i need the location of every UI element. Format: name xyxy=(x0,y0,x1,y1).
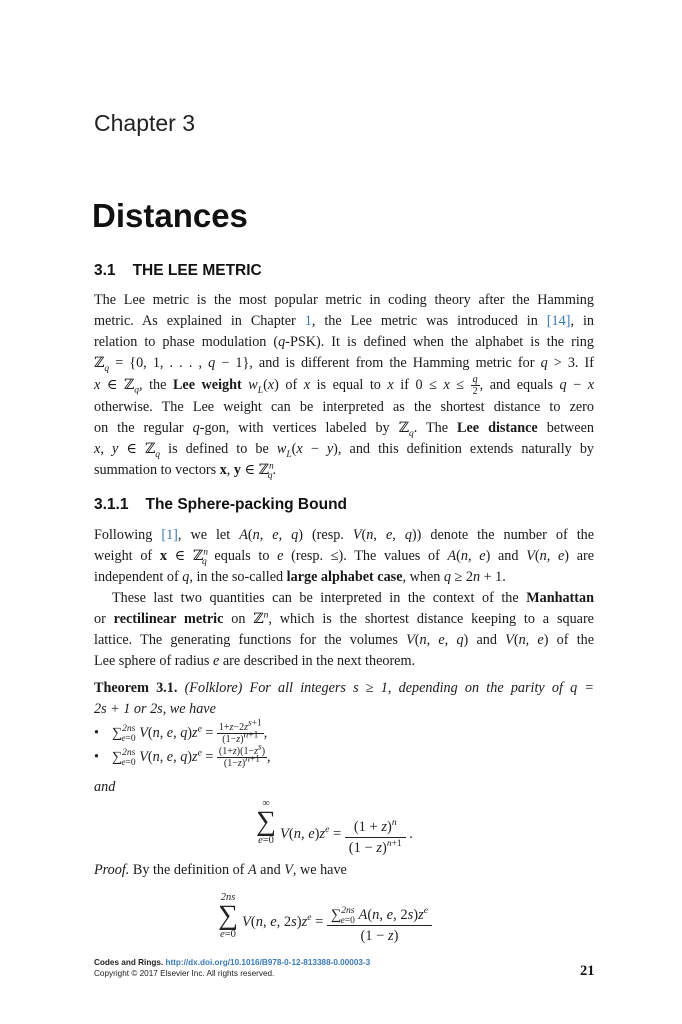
page-number: 21 xyxy=(580,963,595,979)
copyright: Copyright © 2017 Elsevier Inc. All rights reserved. xyxy=(94,969,275,978)
citation-link[interactable]: [1] xyxy=(161,527,178,543)
chapter-link[interactable]: 1 xyxy=(304,313,312,329)
subsection-heading xyxy=(94,496,347,514)
proof-label: Proof. xyxy=(94,862,130,878)
text-line: relation to phase modulation (q-PSK). It is defined when the alphabet is the ring xyxy=(94,334,594,350)
text-line: Proof. By the definition of A and V, we have xyxy=(94,862,347,878)
citation-link[interactable]: [14] xyxy=(546,313,571,329)
text-line: metric. As explained in Chapter 1, the Lee metric was introduced in [14], in xyxy=(94,313,594,329)
sphere-packing-paragraph xyxy=(94,525,594,672)
lee-metric-paragraph xyxy=(94,290,594,481)
text-line: ℤ$_q$ = {0, 1, . . . , q − 1}, and is different from the Hamming metric for q > 3. If xyxy=(94,355,595,374)
text-line: These last two quantities can be interpreted in the context of the Manhattan xyxy=(112,590,594,606)
text-line: on the regular q-gon, with vertices labeled by ℤ$_q$. The Lee distance between xyxy=(94,420,594,439)
text-line: Following [1], we let A(n, e, q) (resp. V(n, e, q)) denote the number of the xyxy=(94,527,595,543)
proof-text xyxy=(94,860,594,881)
theorem-attribution: (Folklore) xyxy=(184,680,243,696)
bullet-item: • ∑$^{2ns}_{e=0}$ V(n, e, $q)z^e$ = $\frac{1+z-2z^{s+1}}{(1-z)^{n+1}}$ , xyxy=(94,718,268,745)
text-line: x ∈ ℤ$_q$, the Lee weight $w_L(x)$ of x is equal to x if 0 ≤ x ≤ $\frac{q}{2}$ , and equals q − x xyxy=(94,374,594,397)
doi-link[interactable]: http://dx.doi.org/10.1016/B978-0-12-813388-0.00003-3 xyxy=(165,958,371,967)
display-equation: V(n, e, $2s)z^e$ = ∑$^{2ns}_{e=0}$ A(n, e, $2s)z^e$ (1 − z) xyxy=(242,905,432,946)
text-line: independent of q, in the so-called large alphabet case, when q ≥ 2n + 1. xyxy=(94,569,506,585)
summation-symbol: ∞ ∑ e=0 xyxy=(256,798,276,846)
summation-symbol: 2ns ∑ e=0 xyxy=(218,892,238,940)
book-title: Codes and Rings. xyxy=(94,958,164,967)
text-line xyxy=(94,777,594,798)
section-heading xyxy=(94,262,262,280)
subsection-title: The Sphere-packing Bound xyxy=(145,496,347,513)
text-line: otherwise. The Lee weight can be interpreted as the shortest distance to zero xyxy=(94,399,594,415)
footer xyxy=(94,957,370,979)
text-line: lattice. The generating functions for the volumes V(n, e, q) and V(n, e) of the xyxy=(94,632,595,648)
theorem-statement xyxy=(94,678,594,720)
text-line: weight of x ∈ ℤ$^n_q$ equals to e (resp. ≤). The values of A(n, e) and V(n, e) are xyxy=(94,547,595,567)
text-line: or rectilinear metric on ℤ$^n$, which is the shortest distance keeping to a square xyxy=(94,610,594,627)
and-text xyxy=(94,777,594,798)
subsection-number: 3.1.1 xyxy=(94,496,129,513)
bullet-item: • ∑$^{2ns}_{e=0}$ V(n, e, $q)z^e$ = $\frac{(1+z)(1-z^s)}{(1-z)^{n+1}}$ , xyxy=(94,742,271,769)
section-number: 3.1 xyxy=(94,262,116,279)
text-line: Theorem 3.1. (Folklore) For all integers s ≥ 1, depending on the parity of q = xyxy=(94,680,594,696)
text-line: The Lee metric is the most popular metric in coding theory after the Hamming xyxy=(94,292,594,308)
chapter-title: Distances xyxy=(92,197,248,234)
display-equation: V(n, $e)z^e$ = $\frac{(1 + z)^n}{(1 - z)^{n+1}}$ . xyxy=(280,818,413,856)
chapter-label: Chapter 3 xyxy=(94,110,196,136)
and-word: and xyxy=(94,779,116,795)
text-line: 2s + 1 or 2s, we have xyxy=(94,701,216,717)
theorem-label: Theorem 3.1. xyxy=(94,680,178,696)
section-title: THE LEE METRIC xyxy=(132,262,262,279)
text-line: x, y ∈ ℤ$_q$ is defined to be $w_L(x - y)$, and this definition extends naturally by xyxy=(94,441,595,460)
text-line: Lee sphere of radius e are described in the next theorem. xyxy=(94,653,416,669)
text-line: summation to vectors x, y ∈ ℤ$^n_q$. xyxy=(94,461,276,481)
